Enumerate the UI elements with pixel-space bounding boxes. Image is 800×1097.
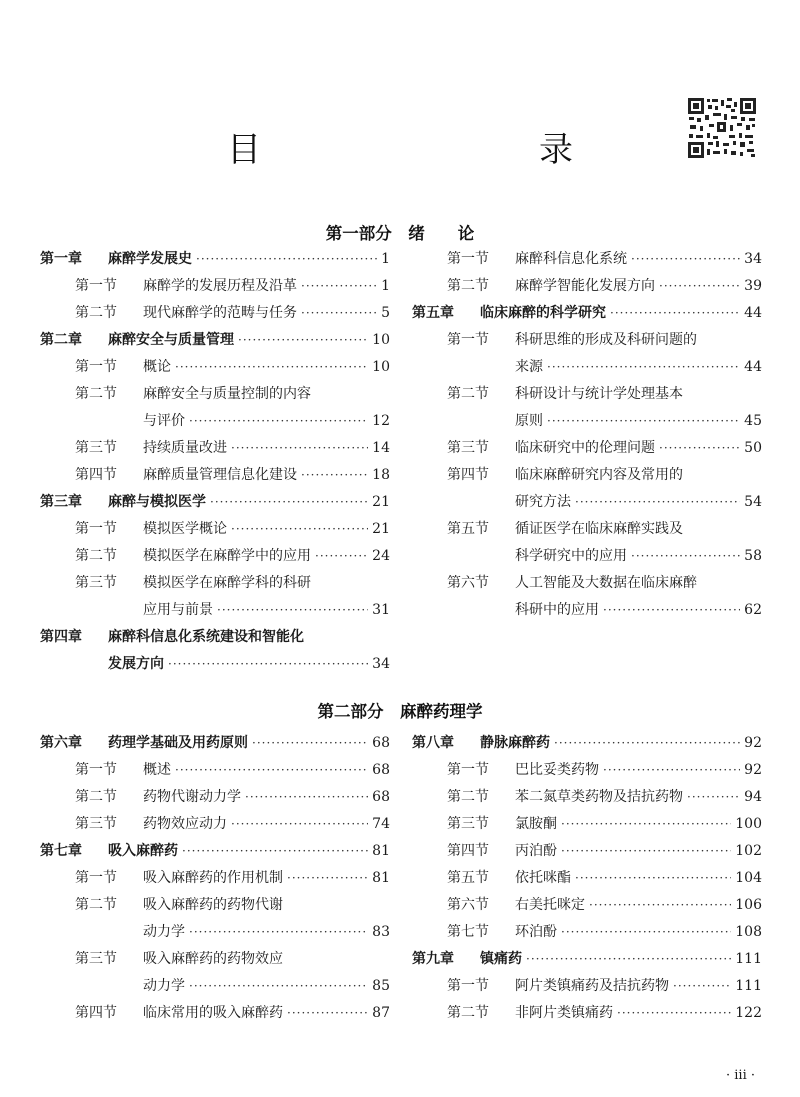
entry-number: 第五章: [412, 305, 454, 321]
entry-title: 药物效应动力: [143, 816, 227, 832]
leader-dots: [673, 973, 731, 1000]
entry-number: 第九章: [412, 951, 454, 967]
leader-dots: [315, 543, 368, 570]
entry-number: 第二节: [75, 305, 117, 321]
leader-dots: [189, 408, 368, 435]
toc-section-entry[interactable]: [412, 597, 762, 624]
entry-number: 第三节: [447, 816, 489, 832]
leader-dots: [168, 651, 368, 678]
entry-number: 第二节: [75, 386, 117, 402]
entry-page-number: 31: [372, 602, 390, 618]
entry-number: 第一节: [447, 762, 489, 778]
entry-number: 第一节: [75, 521, 117, 537]
part-one-title: 第一部分 绪 论: [325, 224, 475, 243]
entry-number: 第二节: [447, 278, 489, 294]
entry-page-number: 44: [744, 305, 762, 321]
entry-title: 吸入麻醉药的药物代谢: [143, 897, 283, 913]
entry-number: 第三章: [40, 494, 82, 510]
leader-dots: [238, 327, 368, 354]
entry-number: 第二节: [447, 386, 489, 402]
entry-page-number: 18: [372, 467, 390, 483]
qr-code-icon[interactable]: [687, 97, 757, 159]
leader-dots: [659, 435, 740, 462]
leader-dots: [217, 597, 368, 624]
entry-page-number: 58: [744, 548, 762, 564]
entry-title: 苯二氮草类药物及拮抗药物: [515, 789, 683, 805]
entry-page-number: 10: [372, 332, 390, 348]
entry-page-number: 14: [372, 440, 390, 456]
entry-page-number: 81: [372, 843, 390, 859]
leader-dots: [189, 919, 368, 946]
toc-chapter-entry[interactable]: [412, 946, 762, 973]
toc-section-entry[interactable]: [412, 381, 762, 408]
entry-number: 第一节: [75, 870, 117, 886]
toc-section-entry[interactable]: [412, 919, 762, 946]
toc-chapter-entry[interactable]: [40, 730, 390, 757]
entry-title: 科学研究中的应用: [515, 548, 627, 564]
toc-section-entry[interactable]: [412, 838, 762, 865]
leader-dots: [301, 462, 368, 489]
entry-title: 丙泊酚: [515, 843, 557, 859]
leader-dots: [189, 973, 368, 1000]
toc-section-entry[interactable]: [412, 462, 762, 489]
page-number: · iii ·: [726, 1068, 756, 1083]
leader-dots: [547, 408, 740, 435]
entry-page-number: 24: [372, 548, 390, 564]
entry-title: 右美托咪定: [515, 897, 585, 913]
entry-page-number: 85: [372, 978, 390, 994]
entry-number: 第七节: [447, 924, 489, 940]
part-two-left-column: [40, 730, 390, 1027]
entry-title: 临床麻醉研究内容及常用的: [515, 467, 683, 483]
entry-page-number: 45: [744, 413, 762, 429]
entry-title: 麻醉安全与质量管理: [108, 332, 234, 348]
leader-dots: [631, 543, 740, 570]
leader-dots: [231, 435, 368, 462]
entry-title: 巴比妥类药物: [515, 762, 599, 778]
toc-section-entry[interactable]: [412, 246, 762, 273]
entry-page-number: 74: [372, 816, 390, 832]
toc-section-entry[interactable]: [40, 892, 390, 919]
entry-title: 科研中的应用: [515, 602, 599, 618]
entry-title: 模拟医学概论: [143, 521, 227, 537]
leader-dots: [561, 838, 731, 865]
toc-section-entry[interactable]: [40, 865, 390, 892]
toc-section-entry[interactable]: [40, 354, 390, 381]
entry-number: 第三节: [75, 575, 117, 591]
entry-page-number: 102: [735, 843, 762, 859]
entry-title: 麻醉科信息化系统建设和智能化: [108, 629, 304, 645]
leader-dots: [561, 811, 731, 838]
entry-page-number: 81: [372, 870, 390, 886]
toc-section-entry[interactable]: [412, 489, 762, 516]
entry-page-number: 122: [735, 1005, 762, 1021]
entry-page-number: 106: [735, 897, 762, 913]
leader-dots: [526, 946, 731, 973]
entry-page-number: 68: [372, 762, 390, 778]
entry-number: 第二节: [75, 789, 117, 805]
entry-page-number: 1: [381, 251, 390, 267]
entry-title: 环泊酚: [515, 924, 557, 940]
entry-title: 发展方向: [108, 656, 164, 672]
entry-title: 与评价: [143, 413, 185, 429]
entry-page-number: 104: [735, 870, 762, 886]
entry-page-number: 39: [744, 278, 762, 294]
toc-section-entry[interactable]: [40, 435, 390, 462]
entry-number: 第一节: [447, 251, 489, 267]
entry-title: 依托咪酯: [515, 870, 571, 886]
toc-section-entry[interactable]: [40, 543, 390, 570]
leader-dots: [210, 489, 368, 516]
leader-dots: [245, 784, 368, 811]
entry-number: 第一节: [75, 278, 117, 294]
entry-page-number: 87: [372, 1005, 390, 1021]
entry-title: 镇痛药: [480, 951, 522, 967]
entry-number: 第八章: [412, 735, 454, 751]
toc-section-entry[interactable]: [40, 516, 390, 543]
entry-number: 第六章: [40, 735, 82, 751]
toc-section-entry[interactable]: [40, 462, 390, 489]
leader-dots: [301, 273, 377, 300]
entry-title: 人工智能及大数据在临床麻醉: [515, 575, 697, 591]
entry-number: 第一章: [40, 251, 82, 267]
entry-title: 静脉麻醉药: [480, 735, 550, 751]
toc-section-entry[interactable]: [40, 811, 390, 838]
leader-dots: [603, 757, 740, 784]
entry-title: 持续质量改进: [143, 440, 227, 456]
toc-section-entry[interactable]: [412, 516, 762, 543]
entry-number: 第六节: [447, 575, 489, 591]
entry-number: 第三节: [75, 951, 117, 967]
entry-page-number: 50: [744, 440, 762, 456]
leader-dots: [589, 892, 731, 919]
entry-title: 药物代谢动力学: [143, 789, 241, 805]
toc-section-entry[interactable]: [40, 381, 390, 408]
entry-page-number: 5: [381, 305, 390, 321]
toc-section-entry[interactable]: [412, 570, 762, 597]
leader-dots: [301, 300, 377, 327]
entry-title: 阿片类镇痛药及拮抗药物: [515, 978, 669, 994]
entry-title: 概论: [143, 359, 171, 375]
toc-section-entry[interactable]: [412, 892, 762, 919]
entry-number: 第七章: [40, 843, 82, 859]
entry-number: 第二章: [40, 332, 82, 348]
toc-section-entry[interactable]: [40, 408, 390, 435]
entry-title: 吸入麻醉药: [108, 843, 178, 859]
entry-title: 模拟医学在麻醉学科的科研: [143, 575, 311, 591]
entry-title: 动力学: [143, 924, 185, 940]
leader-dots: [547, 354, 740, 381]
entry-title: 原则: [515, 413, 543, 429]
toc-chapter-entry[interactable]: [40, 624, 390, 651]
entry-title: 现代麻醉学的范畴与任务: [143, 305, 297, 321]
toc-section-entry[interactable]: [412, 273, 762, 300]
toc-section-entry[interactable]: [40, 919, 390, 946]
toc-section-entry[interactable]: [40, 597, 390, 624]
entry-title: 麻醉科信息化系统: [515, 251, 627, 267]
toc-section-entry[interactable]: [40, 273, 390, 300]
leader-dots: [252, 730, 368, 757]
entry-title: 来源: [515, 359, 543, 375]
entry-number: 第五节: [447, 521, 489, 537]
entry-page-number: 100: [735, 816, 762, 832]
entry-page-number: 1: [381, 278, 390, 294]
entry-title: 吸入麻醉药的药物效应: [143, 951, 283, 967]
entry-number: 第四节: [75, 1005, 117, 1021]
leader-dots: [554, 730, 740, 757]
entry-page-number: 34: [372, 656, 390, 672]
leader-dots: [196, 246, 377, 273]
entry-number: 第一节: [75, 762, 117, 778]
toc-section-entry[interactable]: [412, 354, 762, 381]
toc-section-entry[interactable]: [412, 327, 762, 354]
entry-number: 第二节: [75, 548, 117, 564]
entry-number: 第三节: [447, 440, 489, 456]
entry-number: 第六节: [447, 897, 489, 913]
toc-section-entry[interactable]: [40, 651, 390, 678]
entry-page-number: 68: [372, 735, 390, 751]
entry-page-number: 108: [735, 924, 762, 940]
entry-page-number: 62: [744, 602, 762, 618]
toc-chapter-entry[interactable]: [40, 838, 390, 865]
leader-dots: [175, 757, 368, 784]
leader-dots: [561, 919, 731, 946]
leader-dots: [631, 246, 740, 273]
leader-dots: [575, 865, 731, 892]
entry-page-number: 21: [372, 521, 390, 537]
toc-section-entry[interactable]: [40, 946, 390, 973]
toc-chapter-entry[interactable]: [40, 489, 390, 516]
entry-title: 动力学: [143, 978, 185, 994]
entry-title: 概述: [143, 762, 171, 778]
entry-page-number: 111: [735, 951, 762, 967]
entry-page-number: 111: [735, 978, 762, 994]
part-one-right-column: [412, 246, 762, 624]
entry-title: 吸入麻醉药的作用机制: [143, 870, 283, 886]
entry-title: 麻醉学的发展历程及沿革: [143, 278, 297, 294]
toc-section-entry[interactable]: [40, 757, 390, 784]
entry-number: 第一节: [447, 332, 489, 348]
toc-section-entry[interactable]: [412, 784, 762, 811]
toc-section-entry[interactable]: [412, 973, 762, 1000]
entry-title: 非阿片类镇痛药: [515, 1005, 613, 1021]
entry-title: 氯胺酮: [515, 816, 557, 832]
entry-number: 第四节: [75, 467, 117, 483]
leader-dots: [617, 1000, 731, 1027]
leader-dots: [659, 273, 740, 300]
entry-page-number: 10: [372, 359, 390, 375]
entry-title: 麻醉质量管理信息化建设: [143, 467, 297, 483]
leader-dots: [575, 489, 740, 516]
entry-page-number: 68: [372, 789, 390, 805]
entry-title: 科研设计与统计学处理基本: [515, 386, 683, 402]
entry-title: 药理学基础及用药原则: [108, 735, 248, 751]
toc-section-entry[interactable]: [40, 1000, 390, 1027]
part-two-title: 第二部分 麻醉药理学: [317, 702, 483, 721]
entry-page-number: 54: [744, 494, 762, 510]
toc-section-entry[interactable]: [40, 570, 390, 597]
toc-section-entry[interactable]: [40, 973, 390, 1000]
toc-section-entry[interactable]: [412, 435, 762, 462]
entry-number: 第二节: [75, 897, 117, 913]
entry-number: 第一节: [75, 359, 117, 375]
entry-title: 麻醉学智能化发展方向: [515, 278, 655, 294]
entry-number: 第一节: [447, 978, 489, 994]
entry-title: 科研思维的形成及科研问题的: [515, 332, 697, 348]
toc-section-entry[interactable]: [40, 300, 390, 327]
leader-dots: [287, 865, 368, 892]
part-one-left-column: [40, 246, 390, 678]
entry-title: 麻醉安全与质量控制的内容: [143, 386, 311, 402]
toc-chapter-entry[interactable]: [40, 246, 390, 273]
entry-number: 第二节: [447, 789, 489, 805]
entry-number: 第五节: [447, 870, 489, 886]
leader-dots: [610, 300, 740, 327]
toc-section-entry[interactable]: [412, 757, 762, 784]
entry-page-number: 83: [372, 924, 390, 940]
entry-title: 临床研究中的伦理问题: [515, 440, 655, 456]
entry-title: 模拟医学在麻醉学中的应用: [143, 548, 311, 564]
entry-page-number: 12: [372, 413, 390, 429]
toc-chapter-entry[interactable]: [412, 300, 762, 327]
leader-dots: [603, 597, 740, 624]
entry-page-number: 94: [744, 789, 762, 805]
part-two-right-column: [412, 730, 762, 1027]
entry-title: 临床常用的吸入麻醉药: [143, 1005, 283, 1021]
toc-section-entry[interactable]: [412, 543, 762, 570]
entry-title: 麻醉与模拟医学: [108, 494, 206, 510]
entry-title: 临床麻醉的科学研究: [480, 305, 606, 321]
toc-section-entry[interactable]: [40, 784, 390, 811]
toc-section-entry[interactable]: [412, 865, 762, 892]
toc-section-entry[interactable]: [412, 811, 762, 838]
toc-chapter-entry[interactable]: [412, 730, 762, 757]
toc-chapter-entry[interactable]: [40, 327, 390, 354]
page-title: 目 录: [227, 130, 643, 170]
entry-number: 第三节: [75, 816, 117, 832]
entry-page-number: 21: [372, 494, 390, 510]
leader-dots: [287, 1000, 368, 1027]
entry-title: 麻醉学发展史: [108, 251, 192, 267]
entry-number: 第四节: [447, 843, 489, 859]
toc-section-entry[interactable]: [412, 1000, 762, 1027]
leader-dots: [231, 811, 368, 838]
entry-title: 循证医学在临床麻醉实践及: [515, 521, 683, 537]
entry-number: 第四章: [40, 629, 82, 645]
entry-page-number: 92: [744, 735, 762, 751]
entry-title: 应用与前景: [143, 602, 213, 618]
leader-dots: [687, 784, 740, 811]
entry-page-number: 44: [744, 359, 762, 375]
leader-dots: [231, 516, 368, 543]
toc-section-entry[interactable]: [412, 408, 762, 435]
leader-dots: [182, 838, 368, 865]
entry-page-number: 34: [744, 251, 762, 267]
entry-page-number: 92: [744, 762, 762, 778]
entry-title: 研究方法: [515, 494, 571, 510]
leader-dots: [175, 354, 368, 381]
entry-number: 第二节: [447, 1005, 489, 1021]
entry-number: 第三节: [75, 440, 117, 456]
entry-number: 第四节: [447, 467, 489, 483]
